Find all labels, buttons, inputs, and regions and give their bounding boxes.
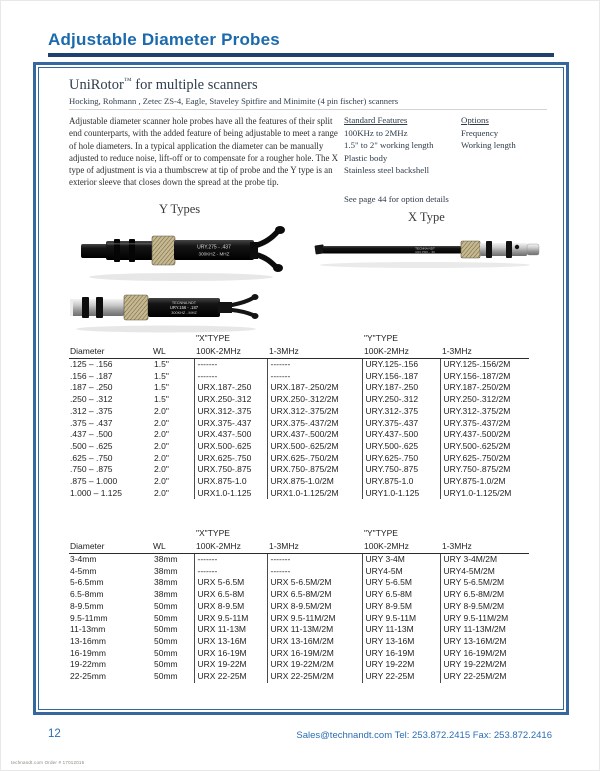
table-cell: URX 9.5-11M/2M (267, 613, 362, 625)
table-cell: URX.625-.750/2M (267, 453, 362, 465)
knurled-nut (152, 236, 175, 265)
table-cell: 1.000 – 1.125 (70, 487, 122, 498)
table-cell: URX 6.5-8M (194, 589, 267, 601)
column-group-spacer (151, 332, 194, 345)
column-header: 100K-2MHz (362, 345, 440, 359)
column-group-spacer (151, 527, 194, 540)
column-header: 1-3MHz (440, 345, 529, 359)
trademark-symbol: ™ (123, 76, 132, 85)
column-group-spacer (69, 527, 151, 540)
y-probe-photo-2 (66, 284, 271, 334)
table-cell: URX 19-22M (194, 659, 267, 671)
table-cell: 50mm (154, 635, 178, 646)
table-cell: URX 5-6.5M/2M (267, 577, 362, 589)
table-cell: ------- (267, 371, 362, 383)
x-probe-photo (313, 234, 543, 270)
table-cell: URX1.0-1.125 (194, 488, 267, 500)
table-cell: 8-9.5mm (70, 600, 104, 611)
table-cell: URY 3-4M/2M (440, 554, 529, 566)
table-cell: .375 – .437 (70, 417, 113, 428)
table-cell: URX 19-22M/2M (267, 659, 362, 671)
table-cell: URY 16-19M/2M (440, 648, 529, 660)
table-cell: 1.5" (154, 359, 169, 369)
table-cell: URY.312-.375 (362, 406, 440, 418)
table-cell: .156 – .187 (70, 370, 113, 381)
table-row (69, 554, 529, 566)
table-cell: URY.187-.250 (362, 382, 440, 394)
table-cell: .125 – .156 (70, 359, 113, 369)
table-cell: URY 22-25M/2M (440, 671, 529, 683)
table-cell: URY.625-.750/2M (440, 453, 529, 465)
table-row (69, 359, 529, 371)
table-cell: URX1.0-1.125/2M (267, 488, 362, 500)
table-row (69, 394, 529, 406)
table-row (69, 418, 529, 430)
table-cell: 1.5" (154, 382, 169, 393)
feature-item: 100KHz to 2MHz (344, 127, 408, 138)
table-row (69, 382, 529, 394)
table-row (69, 636, 529, 648)
spec-table-inches (69, 332, 529, 499)
product-compatibility: Hocking, Rohmann , Zetec ZS-4, Eagle, Staveley Spitfire and Minimite (4 pin fischer) scanners (69, 96, 399, 106)
standard-features-heading: Standard Features (344, 115, 408, 125)
table-row (69, 601, 529, 613)
table-cell: 6.5-8mm (70, 589, 104, 600)
feature-item: Plastic body (344, 152, 388, 163)
table-cell: URY 5-6.5M (362, 577, 440, 589)
table-cell: URY 3-4M (362, 554, 440, 566)
table-cell: 5-6.5mm (70, 577, 104, 588)
column-group-header: "X"TYPE (196, 528, 230, 538)
table-cell: URY.375-.437/2M (440, 418, 529, 430)
table-cell: URY 6.5-8M/2M (440, 589, 529, 601)
knurled-nut (124, 295, 148, 320)
option-item: Frequency (461, 127, 499, 138)
table-cell: URY 19-22M (362, 659, 440, 671)
table-cell: URY.312-.375/2M (440, 406, 529, 418)
table-cell: URY.375-.437 (362, 418, 440, 430)
table-cell: ------- (267, 359, 362, 371)
column-header: WL (151, 345, 194, 359)
table-cell: URX 11-13M/2M (267, 624, 362, 636)
page-title: Adjustable Diameter Probes (48, 30, 280, 49)
table-row (69, 671, 529, 683)
table-cell: URY.500-.625 (362, 441, 440, 453)
table-cell: URX 5-6.5M (194, 577, 267, 589)
table-cell: URY 9.5-11M/2M (440, 613, 529, 625)
table-cell: URX.312-.375/2M (267, 406, 362, 418)
column-header: 1-3MHz (267, 345, 362, 359)
options-list (461, 115, 551, 153)
probe-label-text: 300KHZ - MHZ (198, 251, 230, 257)
table-cell: 4-5mm (70, 565, 97, 576)
table-row (69, 577, 529, 589)
table-cell: URX.625-.750 (194, 453, 267, 465)
table-cell: 16-19mm (70, 647, 106, 658)
table-cell: URY.125-.156 (362, 359, 440, 371)
table-cell: 3-4mm (70, 554, 97, 564)
table-cell: URX.500-.625/2M (267, 441, 362, 453)
table-cell: URY.156-.187/2M (440, 371, 529, 383)
table-cell: 38mm (154, 589, 178, 600)
table-cell: 1.5" (154, 394, 169, 405)
column-group-spacer (69, 332, 151, 345)
option-item: Working length (461, 140, 516, 150)
table-cell: 2.0" (154, 476, 169, 487)
table-cell: 50mm (154, 624, 178, 635)
table-cell: ------- (194, 554, 267, 566)
table-cell: 2.0" (154, 417, 169, 428)
table-cell: 2.0" (154, 487, 169, 498)
table-cell: .500 – .625 (70, 440, 113, 451)
table-row (69, 613, 529, 625)
table-row (69, 624, 529, 636)
probe-label-text: 300KHZ - MHZ (171, 311, 197, 316)
options-heading: Options (461, 115, 489, 125)
table-cell: URY.250-.312 (362, 394, 440, 406)
spec-table-metric (69, 527, 529, 683)
table-cell: URX 16-19M/2M (267, 648, 362, 660)
table-cell: URY.187-.250/2M (440, 382, 529, 394)
table-cell: URX.750-.875 (194, 464, 267, 476)
x-type-label: X Type (408, 210, 445, 224)
column-group-spacer (267, 332, 362, 345)
table-cell: 50mm (154, 671, 178, 682)
table-cell: URY1.0-1.125 (362, 488, 440, 500)
table-cell: 2.0" (154, 440, 169, 451)
table-cell: URY 22-25M (362, 671, 440, 683)
table-cell: URX.312-.375 (194, 406, 267, 418)
table-cell: .187 – .250 (70, 382, 113, 393)
product-name (69, 76, 258, 94)
table-cell: 38mm (154, 554, 178, 564)
table-cell: URX.187-.250/2M (267, 382, 362, 394)
page-number: 12 (48, 728, 61, 740)
table-cell: URX.250-.312 (194, 394, 267, 406)
table-cell: 50mm (154, 600, 178, 611)
table-cell: 9.5-11mm (70, 612, 108, 623)
table-cell: .750 – .875 (70, 464, 113, 475)
table-cell: .312 – .375 (70, 405, 113, 416)
title-rule (48, 53, 554, 57)
table-cell: URX 22-25M/2M (267, 671, 362, 683)
table-row (69, 464, 529, 476)
table-cell: 38mm (154, 565, 178, 576)
table-row (69, 371, 529, 383)
product-name-rest: for multiple scanners (131, 76, 258, 93)
table-cell: URY1.0-1.125/2M (440, 488, 529, 500)
table-cell: URY.875-1.0/2M (440, 476, 529, 488)
table-row (69, 488, 529, 500)
table-cell: 2.0" (154, 405, 169, 416)
options-note: See page 44 for option details (344, 194, 449, 204)
table-cell: URX 6.5-8M/2M (267, 589, 362, 601)
table-cell: URX 9.5-11M (194, 613, 267, 625)
feature-item: Stainless steel backshell (344, 165, 430, 175)
fine-print: technandt.com Order # 17012015 (11, 760, 85, 765)
table-cell: URX 8-9.5M (194, 601, 267, 613)
table-cell: URX.375-.437/2M (267, 418, 362, 430)
table-row (69, 589, 529, 601)
probe-label-text: TECNNA NDT (415, 246, 435, 251)
table-cell: 22-25mm (70, 671, 106, 682)
y-probe-photo-1 (76, 221, 288, 283)
table-cell: 11-13mm (70, 624, 106, 635)
table-row (69, 648, 529, 660)
content-box (38, 67, 564, 710)
table-cell: URX.437-.500 (194, 429, 267, 441)
table-cell: ------- (267, 566, 362, 578)
table-cell: 2.0" (154, 452, 169, 463)
table-cell: URX.375-.437 (194, 418, 267, 430)
table-cell: 50mm (154, 647, 178, 658)
column-header: 1-3MHz (267, 540, 362, 554)
column-group-header: "X"TYPE (196, 333, 230, 343)
table-cell: URY.625-.750 (362, 453, 440, 465)
table-cell: URY4-5M/2M (440, 566, 529, 578)
column-header: Diameter (69, 540, 151, 554)
table-cell: ------- (194, 371, 267, 383)
table-cell: .875 – 1.000 (70, 476, 118, 487)
table-cell: URX 16-19M (194, 648, 267, 660)
table-cell: URX.437-.500/2M (267, 429, 362, 441)
table-cell: URY4-5M (362, 566, 440, 578)
table-cell: URX.187-.250 (194, 382, 267, 394)
table-cell: URY.750-.875/2M (440, 464, 529, 476)
table-cell: URX.250-.312/2M (267, 394, 362, 406)
table-cell: URY.500-.625/2M (440, 441, 529, 453)
table-cell: URY 13-16M/2M (440, 636, 529, 648)
table-cell: 19-22mm (70, 659, 106, 670)
table-cell: URX 22-25M (194, 671, 267, 683)
column-header: 100K-2MHz (194, 540, 267, 554)
probe-label-text: URX.PRO - .50 (415, 249, 435, 254)
table-cell: URX 13-16M (194, 636, 267, 648)
table-cell: URY 13-16M (362, 636, 440, 648)
feature-item: 1.5" to 2" working length (344, 140, 434, 150)
table-cell: 38mm (154, 577, 178, 588)
column-group-header: "Y"TYPE (364, 528, 398, 538)
probe-label-text: URY.275 - .437 (197, 244, 231, 251)
probe-label-text: TECNNA NDT (171, 301, 197, 305)
table-cell: URX.875-1.0/2M (267, 476, 362, 488)
table-cell: URY.437-.500/2M (440, 429, 529, 441)
product-name-main: UniRotor (69, 76, 124, 93)
table-row (69, 476, 529, 488)
table-cell: ------- (267, 554, 362, 566)
table-cell: URX 13-16M/2M (267, 636, 362, 648)
table-cell: 1.5" (154, 370, 169, 381)
column-group-spacer (440, 332, 529, 345)
table-cell: URX.875-1.0 (194, 476, 267, 488)
table-cell: URY 16-19M (362, 648, 440, 660)
table-cell: URY 9.5-11M (362, 613, 440, 625)
knurled-nut (461, 241, 480, 258)
table-cell: .250 – .312 (70, 394, 113, 405)
table-cell: URY.125-.156/2M (440, 359, 529, 371)
column-header: 100K-2MHz (362, 540, 440, 554)
table-cell: URX.750-.875/2M (267, 464, 362, 476)
table-cell: ------- (194, 566, 267, 578)
table-cell: 2.0" (154, 429, 169, 440)
table-cell: 2.0" (154, 464, 169, 475)
y-types-label: Y Types (159, 202, 201, 216)
probe-label-text: URY.156 - .187 (169, 305, 199, 311)
table-cell: URY.437-.500 (362, 429, 440, 441)
table-cell: .437 – .500 (70, 429, 113, 440)
subtitle-rule (69, 109, 547, 110)
table-cell: 13-16mm (70, 635, 106, 646)
table-cell: URY 8-9.5M (362, 601, 440, 613)
table-cell: URY.250-.312/2M (440, 394, 529, 406)
table-row (69, 441, 529, 453)
column-header: WL (151, 540, 194, 554)
table-cell: ------- (194, 359, 267, 371)
column-group-spacer (267, 527, 362, 540)
table-cell: URX 11-13M (194, 624, 267, 636)
table-cell: URY 6.5-8M (362, 589, 440, 601)
column-group-spacer (440, 527, 529, 540)
column-group-header: "Y"TYPE (364, 333, 398, 343)
table-cell: URY 19-22M/2M (440, 659, 529, 671)
column-header: 1-3MHz (440, 540, 529, 554)
table-cell: URY 11-13M (362, 624, 440, 636)
table-cell: URY.750-.875 (362, 464, 440, 476)
table-row (69, 659, 529, 671)
table-cell: 50mm (154, 612, 178, 623)
column-header: 100K-2MHz (194, 345, 267, 359)
column-header: Diameter (69, 345, 151, 359)
table-cell: 50mm (154, 659, 178, 670)
table-row (69, 406, 529, 418)
table-cell: URY 11-13M/2M (440, 624, 529, 636)
table-cell: URY.875-1.0 (362, 476, 440, 488)
table-cell: URY 5-6.5M/2M (440, 577, 529, 589)
table-cell: URY 8-9.5M/2M (440, 601, 529, 613)
table-row (69, 429, 529, 441)
table-row (69, 566, 529, 578)
footer-contact: Sales@technandt.com Tel: 253.872.2415 Fax: 253.872.2416 (296, 730, 552, 741)
table-row (69, 453, 529, 465)
table-cell: URY.156-.187 (362, 371, 440, 383)
product-description: Adjustable diameter scanner hole probes have all the features of their split end counterparts, with the added feature of being adjustable to meet a range of hole diameters. In a typical application the diameter can be manually adjusted to reduce noise, lift-off or to compensate for a rougher hole. The X type of adjustment is via a thumbscrew at tip of probe and the Y type is an exterior sleeve that closes down the spread at the probe tip. (69, 116, 339, 188)
table-cell: .625 – .750 (70, 452, 113, 463)
table-cell: URX.500-.625 (194, 441, 267, 453)
table-cell: URX 8-9.5M/2M (267, 601, 362, 613)
standard-features-list (344, 115, 459, 207)
